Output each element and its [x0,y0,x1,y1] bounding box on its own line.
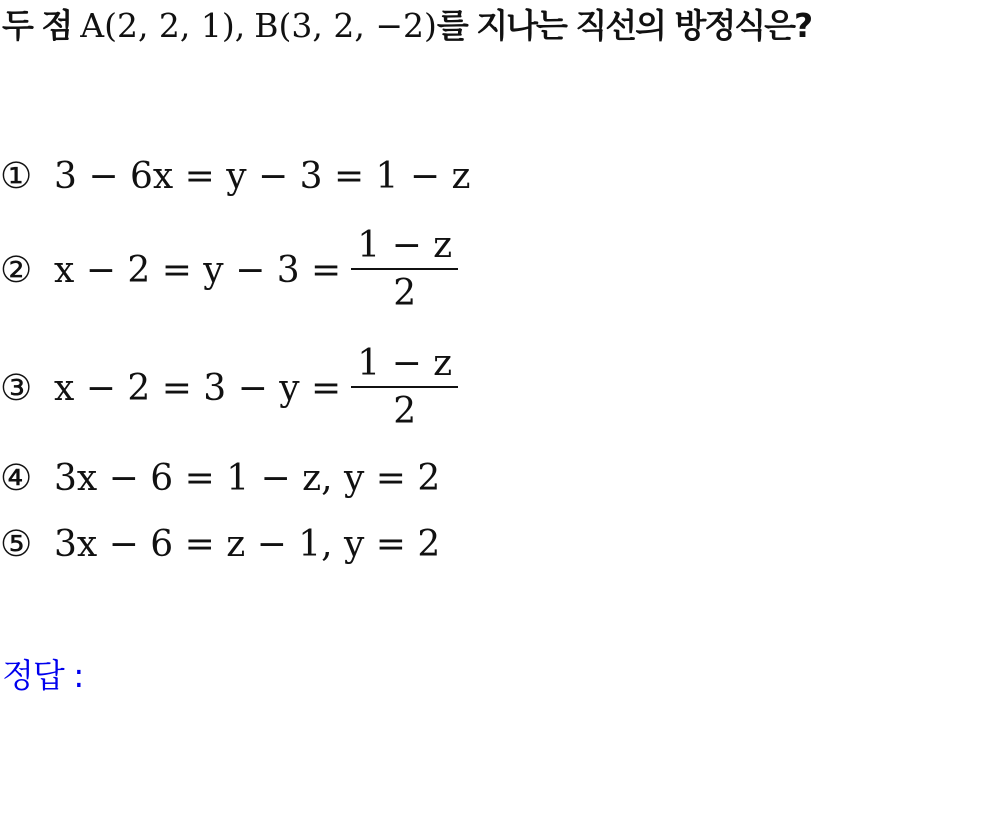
fraction-denominator: 2 [393,391,417,432]
choice-number: ④ [0,458,33,499]
fraction [351,226,458,314]
choice-2[interactable] [0,226,458,314]
question-text [2,4,811,48]
point-a: A(2, 2, 1), [80,6,246,45]
fraction [351,344,458,432]
choice-number: ⑤ [0,524,33,565]
choice-expression: 3x − 6 = 1 − z, y = 2 [54,458,441,499]
choice-expression: x − 2 = y − 3 = [54,249,342,291]
choice-expression: 3 − 6x = y − 3 = 1 − z [54,156,471,197]
answer-label: 정답 : [2,656,84,695]
choice-expression: 3x − 6 = z − 1, y = 2 [54,524,441,565]
choice-3[interactable] [0,344,458,432]
point-b: B(3, 2, −2) [254,6,437,45]
choice-5[interactable] [0,524,440,565]
fraction-denominator: 2 [393,273,417,314]
choice-number: ① [0,156,33,197]
choice-number: ③ [0,367,33,409]
choice-4[interactable] [0,458,440,499]
fraction-numerator: 1 − z [357,343,453,384]
fraction-numerator: 1 − z [357,225,453,266]
question-suffix: 를 지나는 직선의 방정식은? [436,6,812,45]
question-prefix: 두 점 [2,6,72,45]
choice-1[interactable] [0,156,470,197]
choice-number: ② [0,249,33,291]
choice-expression: x − 2 = 3 − y = [54,367,342,409]
